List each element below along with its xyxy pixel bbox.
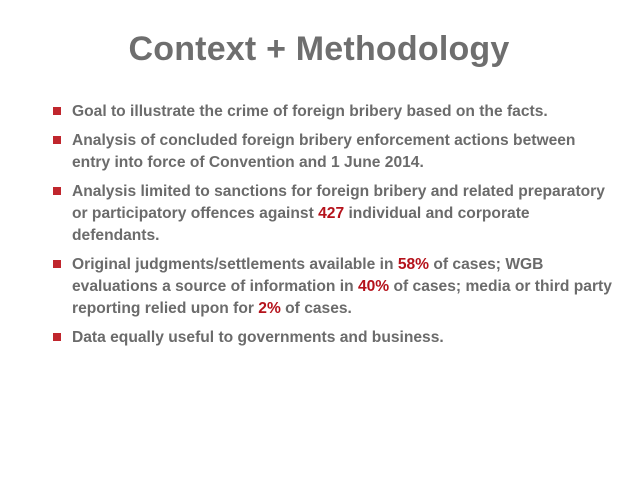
bullet-item-analysis-scope: [52, 130, 612, 174]
bullet-text-after: of cases.: [280, 300, 352, 317]
square-bullet-icon: [53, 333, 61, 341]
defendant-count-highlight: 427: [318, 205, 345, 222]
bullet-text-before: Analysis limited to sanctions for foreign bribery and related preparatory or participatory offences against: [72, 183, 605, 222]
bullet-text: Goal to illustrate the crime of foreign bribery based on the facts.: [72, 103, 548, 120]
bullet-text-after: individual and corporate defendants.: [72, 205, 530, 244]
bullet-item-sources: [52, 254, 612, 320]
bullet-text-before: WGB evaluations a source of information in: [72, 256, 544, 295]
media-percent-highlight: 2%: [258, 300, 281, 317]
bullet-item-usefulness: [52, 327, 612, 349]
bullet-text-after: of cases;: [429, 256, 501, 273]
judgments-percent-highlight: 58%: [397, 256, 430, 273]
bullet-text-after: of cases;: [389, 278, 462, 295]
bullet-item-goal: [52, 101, 612, 123]
bullet-text-before: media or third party reporting relied upon for: [72, 278, 612, 317]
bullet-item-defendants: [52, 181, 612, 247]
bullet-text: Analysis of concluded foreign bribery enforcement actions between entry into force of Convention and 1 June 2014.: [72, 132, 576, 171]
square-bullet-icon: [53, 136, 61, 144]
square-bullet-icon: [53, 187, 61, 195]
bullet-text-before: Original judgments/settlements available in: [72, 256, 398, 273]
square-bullet-icon: [53, 107, 61, 115]
wgb-percent-highlight: 40%: [357, 278, 390, 295]
slide-title: Context + Methodology: [128, 30, 510, 68]
square-bullet-icon: [53, 260, 61, 268]
bullet-text: Data equally useful to governments and business.: [72, 329, 444, 346]
bullet-list: [52, 101, 612, 356]
